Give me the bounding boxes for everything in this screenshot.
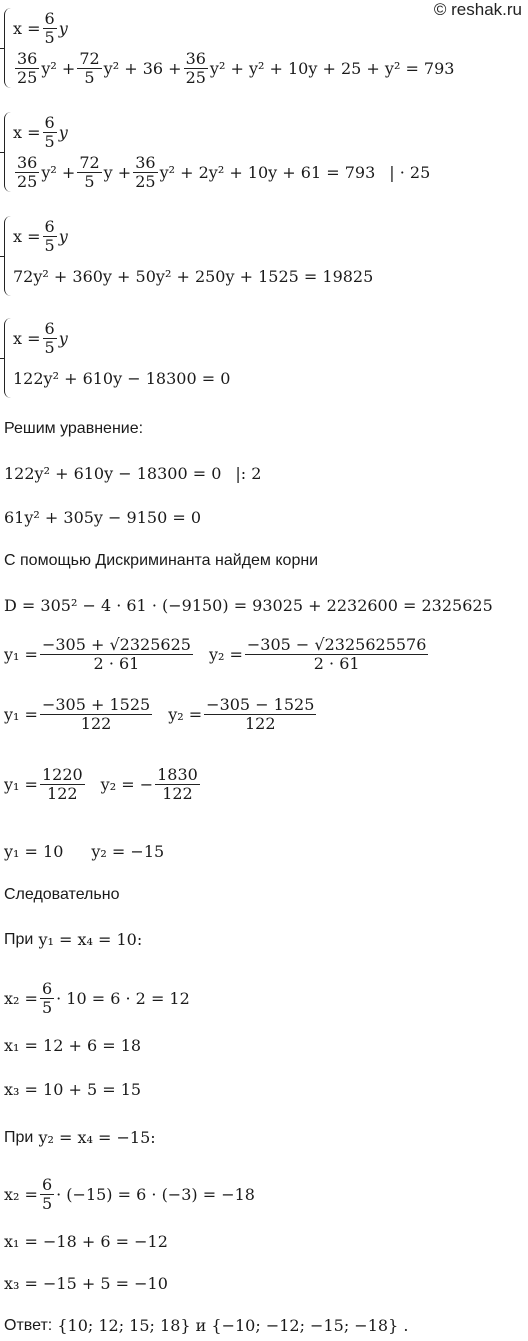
system-2-line-1: x = $\frac{6}{5}$ y <box>13 112 68 151</box>
roots-formula: y₁ = $\frac{-305 + √2325625}{2 \cdot 61}$ y₂ = $\frac{-305 - √2325625576}{2 \cdot 61}$ <box>4 635 427 673</box>
brace <box>4 318 11 398</box>
answer-line: Ответ: {10; 12; 15; 18} и {−10; −12; −15; −18} . <box>4 1316 409 1335</box>
watermark-text: © reshak.ru <box>433 0 522 19</box>
hence-heading: Следовательно <box>4 886 120 903</box>
solve-heading: Решим уравнение: <box>4 420 144 437</box>
case-1-heading: При y₁ = x₄ = 10: <box>4 930 143 949</box>
brace <box>4 112 11 192</box>
case-2-x3: x₃ = −15 + 5 = −10 <box>4 1274 168 1293</box>
brace <box>4 8 11 88</box>
discriminant-heading: С помощью Дискриминанта найдем корни <box>4 552 319 569</box>
system-4-line-1: x = $\frac{6}{5}$ y <box>13 318 68 357</box>
system-1 <box>4 8 454 88</box>
system-1-line-2: $\frac{36}{25}$ y² + $\frac{72}{5}$ y² + 36 + $\frac{36}{25}$ y² + y² + 10y + 25 + y² = 793 <box>17 48 455 87</box>
roots-simplified: y₁ = $\frac{1220}{122}$ y₂ = − $\frac{1830}{122}$ <box>4 765 198 803</box>
system-4-line-2: 122y² + 610y − 18300 = 0 <box>13 368 231 388</box>
system-3 <box>4 216 373 296</box>
equation-1: 122y² + 610y − 18300 = 0 |: 2 <box>4 464 262 483</box>
case-2-x1: x₁ = −18 + 6 = −12 <box>4 1232 168 1251</box>
case-1-x1: x₁ = 12 + 6 = 18 <box>4 1036 142 1055</box>
system-2-line-2: $\frac{36}{25}$ y² + $\frac{72}{5}$ y + $\frac{36}{25}$ y² + 2y² + 10y + 61 = 793 | · 25 <box>17 152 431 191</box>
case-1-x3: x₃ = 10 + 5 = 15 <box>4 1080 142 1099</box>
roots-final: y₁ = 10 y₂ = −15 <box>4 842 165 861</box>
discriminant-equation: D = 305² − 4 · 61 · (−9150) = 93025 + 2232600 = 2325625 <box>4 596 493 615</box>
case-2-heading: При y₂ = x₄ = −15: <box>4 1128 156 1147</box>
brace <box>4 216 11 296</box>
system-1-line-1: x = $\frac{6}{5}$ y <box>13 8 68 47</box>
case-1-x2: x₂ = $\frac{6}{5}$ · 10 = 6 · 2 = 12 <box>4 979 190 1017</box>
case-2-x2: x₂ = $\frac{6}{5}$ · (−15) = 6 · (−3) = −18 <box>4 1175 255 1213</box>
equation-2: 61y² + 305y − 9150 = 0 <box>4 508 202 527</box>
system-2 <box>4 112 430 192</box>
system-3-line-1: x = $\frac{6}{5}$ y <box>13 216 68 255</box>
system-4 <box>4 318 230 398</box>
roots-substituted: y₁ = $\frac{-305 + 1525}{122}$ y₂ = $\frac{-305 - 1525}{122}$ <box>4 695 315 733</box>
system-3-line-2: 72y² + 360y + 50y² + 250y + 1525 = 19825 <box>13 266 374 286</box>
